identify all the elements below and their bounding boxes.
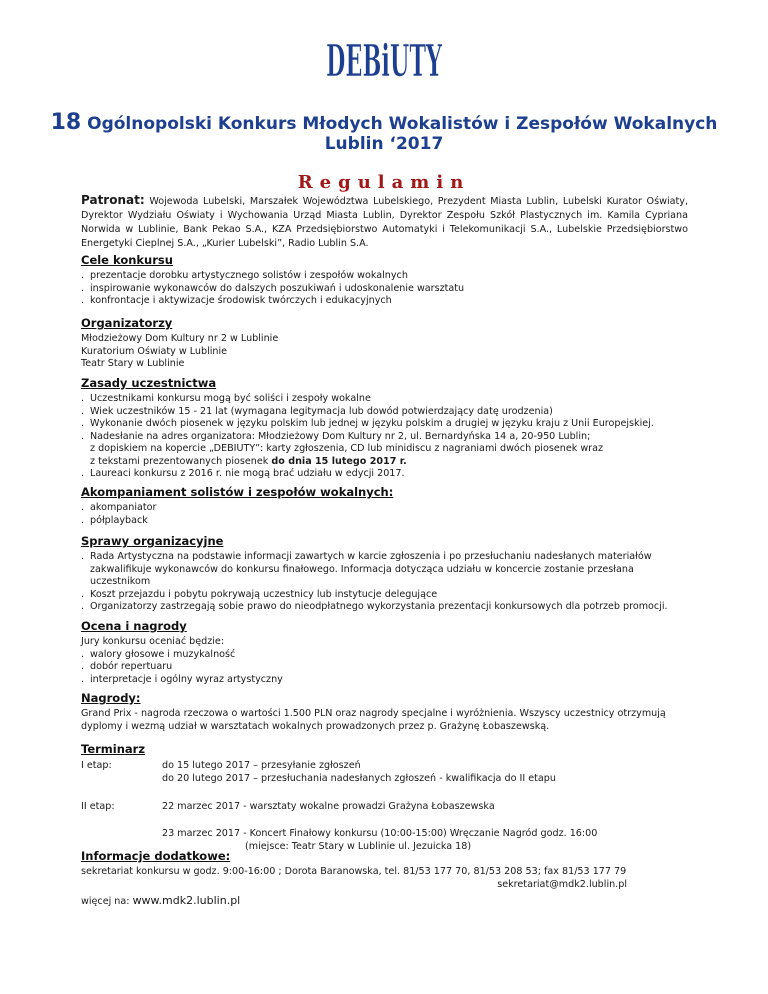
info-email[interactable]: sekretariat@mdk2.lublin.pl (497, 878, 627, 890)
info-heading: Informacje dodatkowe: (81, 849, 231, 863)
list-item: . walory głosowe i muzykalność (81, 649, 701, 662)
nagrody-line-1: Grand Prix - nagroda rzeczowa o wartości 1.500 PLN oraz nagrody specjalne i wyróżnienia. Wszyscy uczestnicy otrzymują (81, 708, 666, 719)
list-item-continuation: uczestnikom (90, 576, 151, 587)
etap-2-row (81, 800, 701, 813)
logo-graphic (319, 30, 449, 88)
section-akompaniament (81, 485, 701, 527)
list-item: . interpretacje i ogólny wyraz artystyczny (81, 674, 701, 687)
section-terminarz (81, 742, 701, 853)
etap-1-label: I etap: (81, 760, 112, 771)
section-organizatorzy (81, 316, 701, 371)
list-item: . Rada Artystyczna na podstawie informacji zawartych w karcie zgłoszenia i po przesłuchaniu nadesłanych materiałów (81, 551, 701, 564)
list-item: . akompaniator (81, 502, 701, 515)
etap-2-date-b: 23 marzec 2017 - Koncert Finałowy konkursu (10:00-15:00) Wręczanie Nagród godz. 16:00 (162, 828, 598, 839)
list-item: . Nadesłanie na adres organizatora: Młodzieżowy Dom Kultury nr 2, ul. Bernardyńska 14 a, 20-950 Lublin; (81, 431, 701, 444)
section-nagrody (81, 691, 701, 733)
deadline-prefix: z tekstami prezentowanych piosenek (90, 455, 269, 467)
etap-2-b-row (81, 827, 701, 840)
deadline-date: do dnia 15 lutego 2017 r. (271, 455, 407, 467)
list-item: . inspirowanie wykonawców do dalszych poszukiwań i udoskonalenie warsztatu (81, 283, 701, 296)
list-item: . Laureaci konkursu z 2016 r. nie mogą brać udziału w edycji 2017. (81, 468, 701, 481)
section-cele (81, 253, 701, 308)
etap-1-b-row (81, 772, 701, 785)
sprawy-heading: Sprawy organizacyjne (81, 534, 224, 548)
patronat-paragraph (81, 193, 688, 251)
etap-1-a-row (81, 759, 701, 772)
info-more (81, 895, 627, 909)
etap-1-date-b: do 20 lutego 2017 – przesłuchania nadesłanych zgłoszeń - kwalifikacja do II etapu (162, 773, 556, 784)
nagrody-line-2: dyplomy i wezmą udział w warsztatach wokalnych prowadzonych przez p. Grażynę Łobaszewską. (81, 720, 550, 732)
etap-2-date-a: 22 marzec 2017 - warsztaty wokalne prowadzi Grażyna Łobaszewska (162, 801, 495, 812)
list-item: Teatr Stary w Lublinie (81, 358, 185, 369)
ocena-intro: Jury konkursu oceniać będzie: (81, 636, 225, 647)
terminarz-heading: Terminarz (81, 742, 146, 756)
list-item: . Organizatorzy zastrzegają sobie prawo do nieodpłatnego wykorzystania prezentacji konkursowych dla potrzeb promocji. (81, 601, 701, 614)
akomp-heading: Akompaniament solistów i zespołów wokalnych: (81, 485, 394, 499)
section-sprawy (81, 534, 701, 614)
patronat-text: Wojewoda Lubelski, Marszałek Województwa Lubelskiego, Prezydent Miasta Lublin, Lubelski Kurator Oświaty, Dyrektor Wydziału Oświaty i Wychowania Urząd Miasta Lublin, Dyrektor Zespołu Szkół Plastycznych im. Kamila Cypriana Norwida w Lublinie, Bank Pekao S.A., KZA Przedsiębiorstwo Automatyki i Telekomunikacji S.A., Lubelskie Przedsiębiorstwo Energetyki Cieplnej S.A., „Kurier Lubelski”, Radio Lublin S.A. (81, 196, 688, 249)
cele-heading: Cele konkursu (81, 253, 173, 267)
list-item-continuation: zakwalifikuje wykonawców do konkursu finałowego. Informacja dotycząca udziału w koncercie zostanie przesłana (90, 563, 634, 575)
etap-1-date-a: do 15 lutego 2017 – przesyłanie zgłoszeń (162, 760, 361, 771)
list-item: . Uczestnikami konkursu mogą być soliści i zespoły wokalne (81, 393, 701, 406)
ocena-heading: Ocena i nagrody (81, 619, 187, 633)
section-informacje (81, 849, 627, 909)
etap-2-venue: (miejsce: Teatr Stary w Lublinie ul. Jezuicka 18) (245, 841, 472, 852)
section-ocena (81, 619, 701, 686)
list-item: . Wiek uczestników 15 - 21 lat (wymagana legitymacja lub dowód potwierdzający datę urodzenia) (81, 406, 701, 419)
etap-2-label: II etap: (81, 801, 115, 812)
list-item: . półplayback (81, 515, 701, 528)
more-label: więcej na: (81, 896, 130, 907)
list-item: Młodzieżowy Dom Kultury nr 2 w Lublinie (81, 333, 279, 344)
edition-number: 18 (50, 110, 82, 135)
section-zasady (81, 376, 701, 481)
list-item-continuation: z dopiskiem na kopercie „DEBIUTY”: karty zgłoszenia, CD lub minidiscu z nagraniami dwóch piosenek wraz (90, 443, 604, 454)
nagrody-heading: Nagrody: (81, 691, 141, 705)
contest-title-text: Ogólnopolski Konkurs Młodych Wokalistów i Zespołów Wokalnych (87, 114, 718, 134)
contest-subtitle: Lublin ‘2017 (324, 134, 444, 154)
list-item: . prezentacje dorobku artystycznego solistów i zespołów wokalnych (81, 270, 701, 283)
contest-title (0, 110, 768, 135)
debiuty-logo (0, 30, 768, 88)
zasady-heading: Zasady uczestnictwa (81, 376, 217, 390)
patronat-label: Patronat: (81, 193, 145, 207)
website-link[interactable]: www.mdk2.lublin.pl (132, 894, 241, 907)
organizatorzy-heading: Organizatorzy (81, 316, 173, 330)
list-item: . Wykonanie dwóch piosenek w języku polskim lub jednej w języku polskim a drugiej w języku kraju z Unii Europejskiej. (81, 418, 701, 431)
info-contact: sekretariat konkursu w godz. 9:00-16:00 ; Dorota Baranowska, tel. 81/53 177 70, 81/53 208 53; fax 81/53 177 79 (81, 866, 627, 877)
list-item-continuation (81, 456, 701, 469)
list-item: . konfrontacje i aktywizacje środowisk twórczych i edukacyjnych (81, 295, 701, 308)
logo-text: DEBiUTY (326, 36, 443, 87)
regulamin-heading: Regulamin (297, 172, 471, 193)
list-item: Kuratorium Oświaty w Lublinie (81, 345, 228, 357)
list-item: . dobór repertuaru (81, 661, 701, 674)
list-item: . Koszt przejazdu i pobytu pokrywają uczestnicy lub instytucje delegujące (81, 589, 701, 602)
